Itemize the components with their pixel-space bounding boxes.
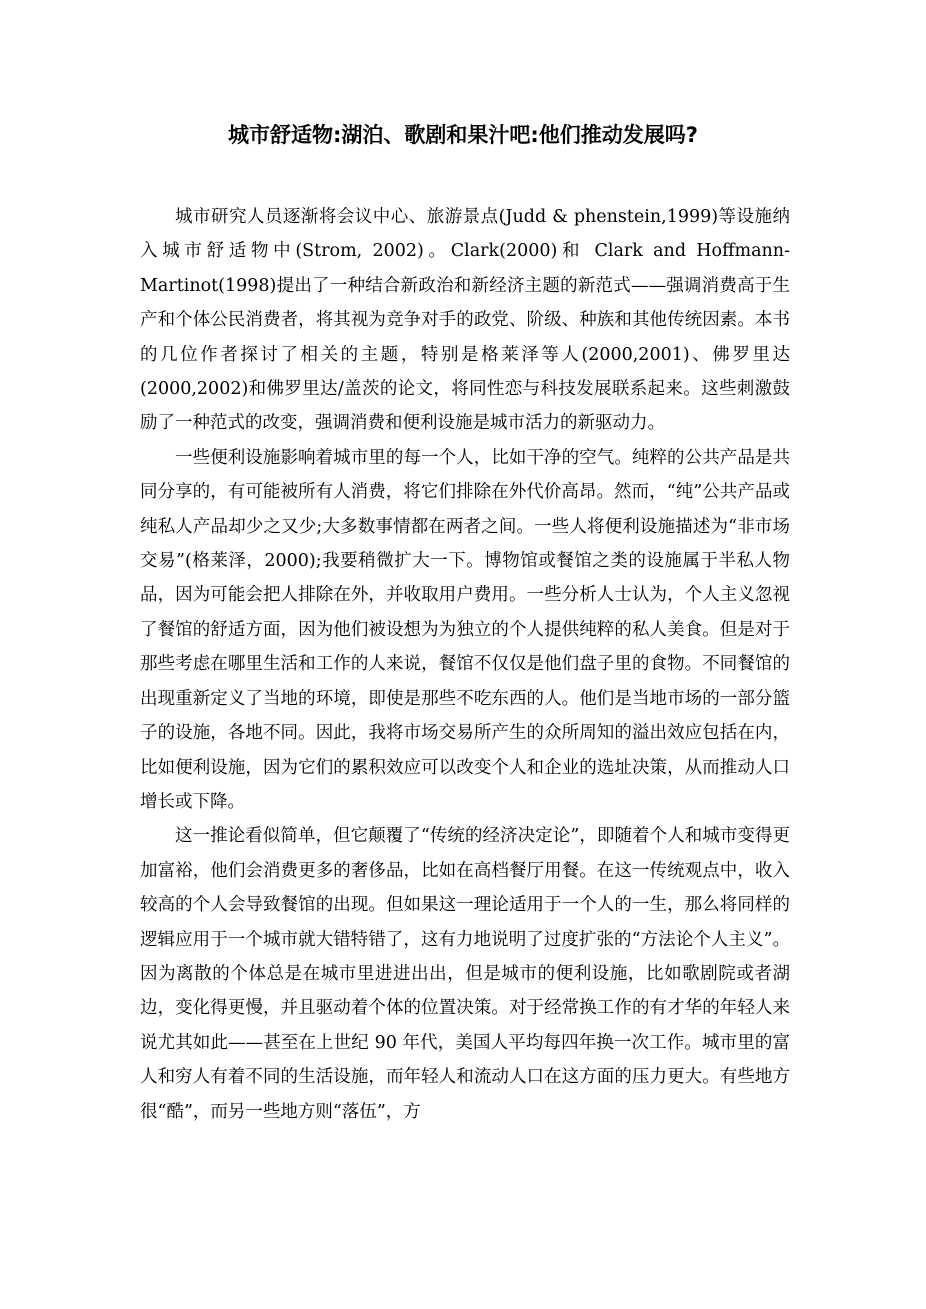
paragraph: 城市研究人员逐渐将会议中心、旅游景点(Judd & phenstein,1999)等设施纳入城市舒适物中(Strom, 2002)。Clark(2000)和 Clark and Hoffmann-Martinot(1998)提出了一种结合新政治和新经济主题的新范式——强调消费高于生产和个体公民消费者，将其视为竞争对手的政党、阶级、种族和其他传统因素。本书的几位作者探讨了相关的主题，特别是格莱泽等人(2000,2001)、佛罗里达(2000,2002)和佛罗里达/盖茨的论文，将同性恋与科技发展联系起来。这些刺激鼓励了一种范式的改变，强调消费和便利设施是城市活力的新驱动力。 — [140, 207, 790, 434]
document-body — [140, 200, 790, 1129]
paragraph: 这一推论看似简单，但它颠覆了“传统的经济决定论”，即随着个人和城市变得更加富裕，他们会消费更多的奢侈品，比如在高档餐厅用餐。在这一传统观点中，收入较高的个人会导致餐馆的出现。但如果这一理论适用于一个人的一生，那么将同样的逻辑应用于一个城市就大错特错了，这有力地说明了过度扩张的“方法论个人主义”。因为离散的个体总是在城市里进进出出，但是城市的便利设施，比如歌剧院或者湖边，变化得更慢，并且驱动着个体的位置决策。对于经常换工作的有才华的年轻人来说尤其如此——甚至在上世纪 90 年代，美国人平均每四年换一次工作。城市里的富人和穷人有着不同的生活设施，而年轻人和流动人口在这方面的压力更大。有些地方很“酷”，而另一些地方则“落伍”，方 — [140, 826, 790, 1122]
page-title: 城市舒适物:湖泊、歌剧和果汁吧:他们推动发展吗? — [228, 123, 698, 147]
paragraph: 一些便利设施影响着城市里的每一个人，比如干净的空气。纯粹的公共产品是共同分享的，有可能被所有人消费，将它们排除在外代价高昂。然而，“纯”公共产品或纯私人产品却少之又少;大多数事情都在两者之间。一些人将便利设施描述为“非市场交易”(格莱泽，2000);我要稍微扩大一下。博物馆或餐馆之类的设施属于半私人物品，因为可能会把人排除在外，并收取用户费用。一些分析人士认为，个人主义忽视了餐馆的舒适方面，因为他们被设想为为独立的个人提供纯粹的私人美食。但是对于那些考虑在哪里生活和工作的人来说，餐馆不仅仅是他们盘子里的食物。不同餐馆的出现重新定义了当地的环境，即使是那些不吃东西的人。他们是当地市场的一部分篮子的设施，各地不同。因此，我将市场交易所产生的众所周知的溢出效应包括在内，比如便利设施，因为它们的累积效应可以改变个人和企业的选址决策，从而推动人口增长或下降。 — [140, 447, 790, 812]
